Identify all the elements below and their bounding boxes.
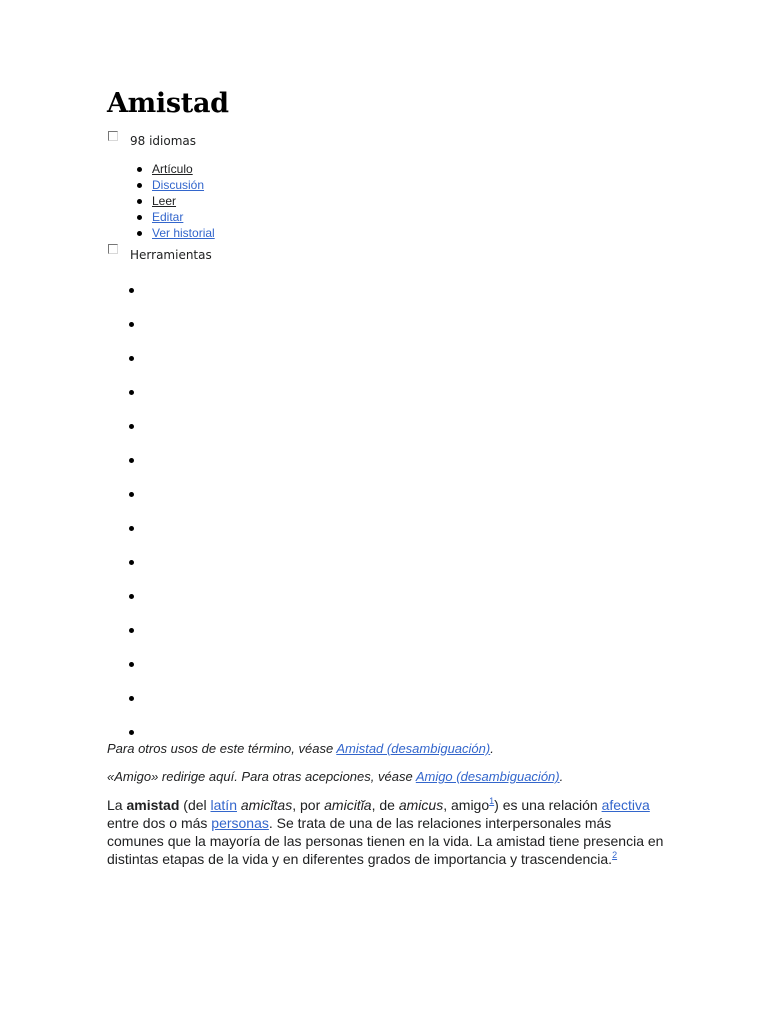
link-afectiva[interactable]: afectiva [601, 797, 650, 813]
tab-history-link[interactable]: Ver historial [152, 226, 215, 240]
reference-1-link[interactable]: 1 [489, 796, 495, 806]
tools-menu-label[interactable]: Herramientas [130, 248, 212, 262]
hatnote-suffix: . [559, 769, 564, 784]
page-title: Amistad [107, 88, 229, 119]
intro-text: , amigo [443, 797, 490, 813]
tab-edit[interactable] [137, 209, 215, 225]
link-personas[interactable]: personas [211, 815, 269, 831]
tools-list-item [129, 730, 134, 735]
intro-bold-term: amistad [126, 797, 180, 813]
tools-list-item [129, 390, 134, 395]
tools-list-item [129, 424, 134, 429]
tab-edit-link[interactable]: Editar [152, 210, 184, 224]
reference-2-link[interactable]: 2 [612, 850, 618, 860]
tools-list-item [129, 526, 134, 531]
tools-list-item [129, 662, 134, 667]
intro-text: . Se trata de una de las relaciones interpersonales más comunes que la mayoría de las personas tienen en la vida. La amistad tiene presencia en distintas etapas de la vida y en diferentes grados de importancia y trascendencia. [107, 815, 664, 867]
intro-text: (del [179, 797, 211, 813]
languages-button-label[interactable]: 98 idiomas [130, 134, 197, 148]
tools-list-item [129, 560, 134, 565]
intro-text: , de [371, 797, 399, 813]
tools-list-item [129, 492, 134, 497]
tab-read-link[interactable]: Leer [152, 194, 177, 208]
tools-toggle-checkbox[interactable] [108, 244, 118, 254]
tab-article[interactable] [137, 161, 215, 177]
hatnote-disambiguation [107, 741, 494, 756]
intro-text: ) es una relación [494, 797, 602, 813]
tab-history[interactable] [137, 225, 215, 241]
tools-list-item [129, 356, 134, 361]
intro-italic-term: amicitĭa [324, 797, 372, 813]
intro-italic-term: amicus [398, 797, 444, 813]
intro-text: , por [292, 797, 325, 813]
tab-discussion[interactable] [137, 177, 215, 193]
intro-paragraph [107, 796, 667, 868]
intro-text: entre dos o más [107, 815, 212, 831]
hatnote-text: Para otros usos de este término, véase [107, 741, 337, 756]
tools-list-item [129, 458, 134, 463]
tab-discussion-link[interactable]: Discusión [152, 178, 205, 192]
tab-article-link[interactable]: Artículo [152, 162, 193, 176]
tools-list-item [129, 628, 134, 633]
tools-list-item [129, 696, 134, 701]
tools-list-item [129, 594, 134, 599]
languages-toggle-checkbox[interactable] [108, 131, 118, 141]
tools-list-item [129, 322, 134, 327]
tab-read[interactable] [137, 193, 215, 209]
hatnote-link-amistad-disambiguation[interactable]: Amistad (desambiguación) [336, 741, 491, 756]
intro-italic-term: amicĭtas [240, 797, 293, 813]
intro-text: La [107, 797, 127, 813]
hatnote-link-amigo-disambiguation[interactable]: Amigo (desambiguación) [415, 769, 560, 784]
tools-list-item [129, 288, 134, 293]
reference-2[interactable] [612, 850, 617, 860]
hatnote-suffix: . [490, 741, 494, 756]
link-latin[interactable]: latín [210, 797, 237, 813]
hatnote-text: «Amigo» redirige aquí. Para otras acepciones, véase [107, 769, 416, 784]
page-actions-list [137, 161, 215, 241]
hatnote-redirect [107, 769, 563, 784]
